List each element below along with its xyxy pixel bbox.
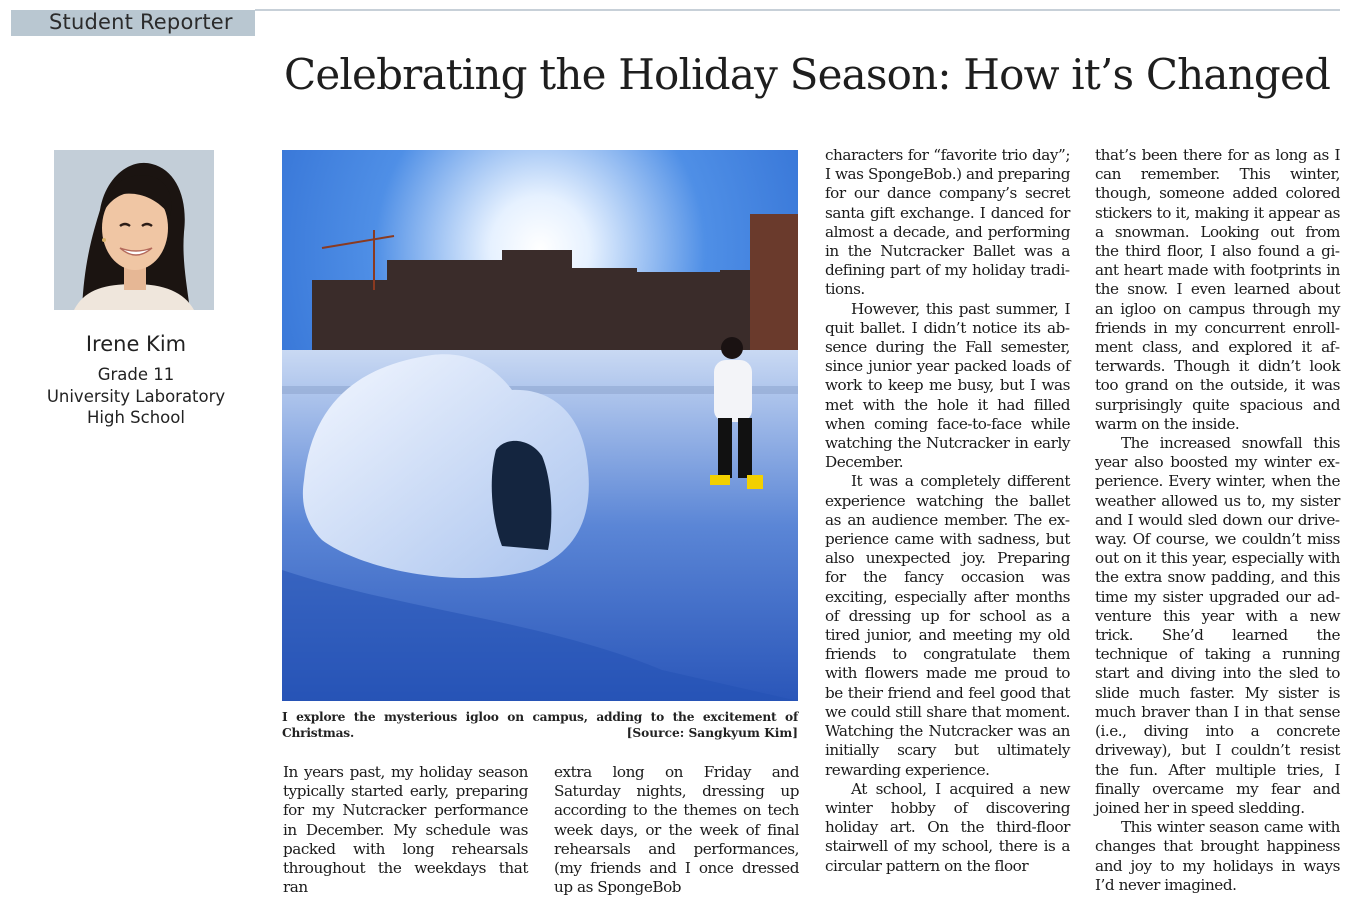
paragraph: It was a completely different experience watching the ballet as an audience member. The experience came with sadness, but also unexpected joy. Preparing for the fancy occasion was exciting, especially after months of dressing up for school as a tired junior, and meeting my old friends to congratulate them with flowers made me proud to be their friend and feel good that we could still share that moment. Watching the Nutcracker was an initially scary but ultimately rewarding experience. xyxy=(825,472,1070,779)
reporter-portrait-icon xyxy=(54,150,214,310)
top-rule xyxy=(255,9,1340,11)
paragraph: extra long on Friday and Saturday nights, dressing up according to the themes on tech week days, or the week of final rehearsals and performances, (my friends and I once dressed up as SpongeBob xyxy=(554,763,799,897)
igloo-photo xyxy=(282,150,798,701)
article-column-3 xyxy=(825,146,1070,884)
paragraph: This winter season came with changes that brought happiness and joy to my holidays in ways I’d never imagined. xyxy=(1095,818,1340,894)
photo-caption xyxy=(282,709,798,741)
paragraph: However, this past summer, I quit ballet. I didn’t notice its absence during the Fall semester, since junior year packed loads of work to keep me busy, but I was met with the hole it had filled when coming face-to-face while watching the Nutcracker in early December. xyxy=(825,299,1070,472)
article-column-2 xyxy=(554,763,799,897)
reporter-school-line2: High School xyxy=(87,408,185,427)
section-tag: Student Reporter xyxy=(11,10,255,36)
paragraph: that’s been there for as long as I can remember. This winter, though, someone added colored stickers to it, making it appear as a snowman. Looking out from the third floor, I also found a giant heart made with footprints in the snow. I even learned about an igloo on campus through my friends in my concurrent enrollment class, and explored it afterwards. Though it didn’t look too grand on the outside, it was surprisingly quite spacious and warm on the inside. xyxy=(1095,146,1340,433)
reporter-school-line1: University Laboratory xyxy=(46,386,226,406)
paragraph: characters for “favorite trio day”; I was SpongeBob.) and preparing for our dance company’s secret santa gift exchange. I danced for almost a decade, and performing in the Nutcracker Ballet was a defining part of my holiday traditions. xyxy=(825,146,1070,299)
article-column-4 xyxy=(1095,146,1340,894)
reporter-name: Irene Kim xyxy=(85,332,187,356)
paragraph: The increased snowfall this year also boosted my winter experience. Every winter, when the weather allowed us to, my sister and I would sled down our driveway. Of course, we couldn’t miss out on it this year, especially with the extra snow padding, and this time my sister upgraded our adventure this year with a new trick. She’d learned the technique of taking a running start and diving into the sled to slide much faster. My sister is much braver than I in that sense (i.e., diving into a concrete driveway), but I couldn’t resist the fun. After multiple tries, I finally overcame my fear and joined her in speed sledding. xyxy=(1095,434,1340,817)
igloo-photo-illustration xyxy=(282,150,798,701)
paragraph: In years past, my holiday season typically started early, preparing for my Nutcracker performance in December. My schedule was packed with long rehearsals throughout the weekdays that ran xyxy=(283,763,528,897)
caption-text: I explore the mysterious igloo on campus, adding to the excitement of Christmas. xyxy=(282,710,798,740)
reporter-info xyxy=(30,330,242,429)
headline: Celebrating the Holiday Season: How it’s Changed xyxy=(284,50,1331,99)
caption-source: [Source: Sangkyum Kim] xyxy=(626,726,798,740)
reporter-avatar xyxy=(54,150,214,310)
article-column-1 xyxy=(283,763,528,897)
reporter-grade: Grade 11 xyxy=(97,365,175,384)
paragraph: At school, I acquired a new winter hobby of discovering holiday art. On the third-floor stairwell of my school, there is a circular pattern on the floor xyxy=(825,779,1070,875)
